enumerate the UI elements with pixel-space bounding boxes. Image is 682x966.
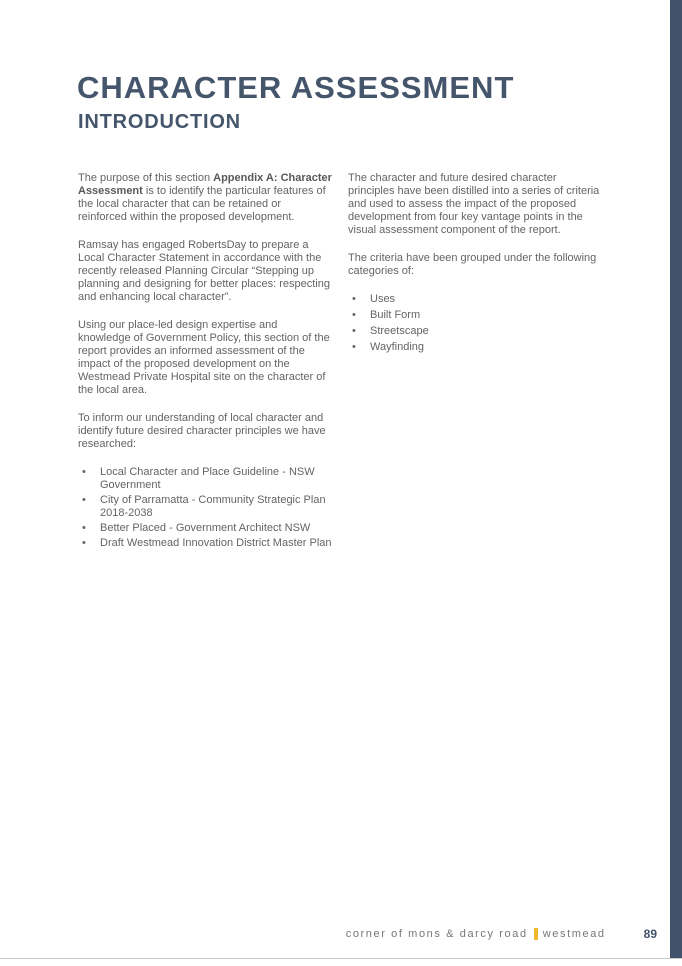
list-item: • Wayfinding	[348, 341, 602, 354]
paragraph-categories-intro: The criteria have been grouped under the following categories of:	[348, 252, 597, 277]
footer	[346, 927, 657, 941]
list-item: • City of Parramatta - Community Strategic Plan 2018-2038	[78, 494, 332, 520]
paragraph-research-intro: To inform our understanding of local character and identify future desired character principles we have researched:	[78, 412, 326, 450]
paragraph-purpose-suffix: is to identify the particular features of the local character that can be retained or reinforced within the proposed development.	[78, 185, 326, 223]
list-item: • Uses	[348, 293, 602, 306]
page-subtitle: INTRODUCTION	[78, 111, 241, 133]
list-item: • Local Character and Place Guideline - NSW Government	[78, 466, 332, 492]
page-number: 89	[643, 927, 657, 941]
paragraph-purpose-bold: Appendix A: Character Assessment	[78, 172, 332, 197]
list-item: • Built Form	[348, 309, 602, 322]
list-item: • Streetscape	[348, 325, 602, 338]
body-columns	[78, 172, 602, 552]
list-item: • Better Placed - Government Architect NSW	[78, 522, 332, 535]
footer-separator-bar	[534, 928, 538, 940]
paragraph-ramsay: Ramsay has engaged RobertsDay to prepare a Local Character Statement in accordance with the recently released Planning Circular “Stepping up planning and designing for better places: respecting and enhancing local character”.	[78, 239, 330, 303]
paragraph-purpose-prefix: The purpose of this section	[78, 172, 214, 184]
page-title: CHARACTER ASSESSMENT	[77, 70, 515, 105]
page-bottom-rule	[0, 958, 682, 959]
categories-list	[348, 293, 602, 354]
paragraph-purpose	[78, 172, 332, 224]
paragraph-place-led: Using our place-led design expertise and knowledge of Government Policy, this section of the report provides an informed assessment of the impact of the proposed development on the Westmead Private Hospital site on the character of the local area.	[78, 319, 330, 396]
footer-location-right: westmead	[542, 928, 606, 940]
footer-location-left: corner of mons & darcy road	[345, 928, 528, 940]
left-column	[78, 172, 332, 552]
list-item: • Draft Westmead Innovation District Master Plan	[78, 537, 332, 550]
right-column	[348, 172, 602, 552]
research-sources-list	[78, 466, 332, 550]
paragraph-criteria: The character and future desired character principles have been distilled into a series of criteria and used to assess the impact of the proposed development from four key vantage points in the visual assessment component of the report.	[348, 172, 600, 236]
right-edge-accent-bar	[670, 0, 682, 959]
